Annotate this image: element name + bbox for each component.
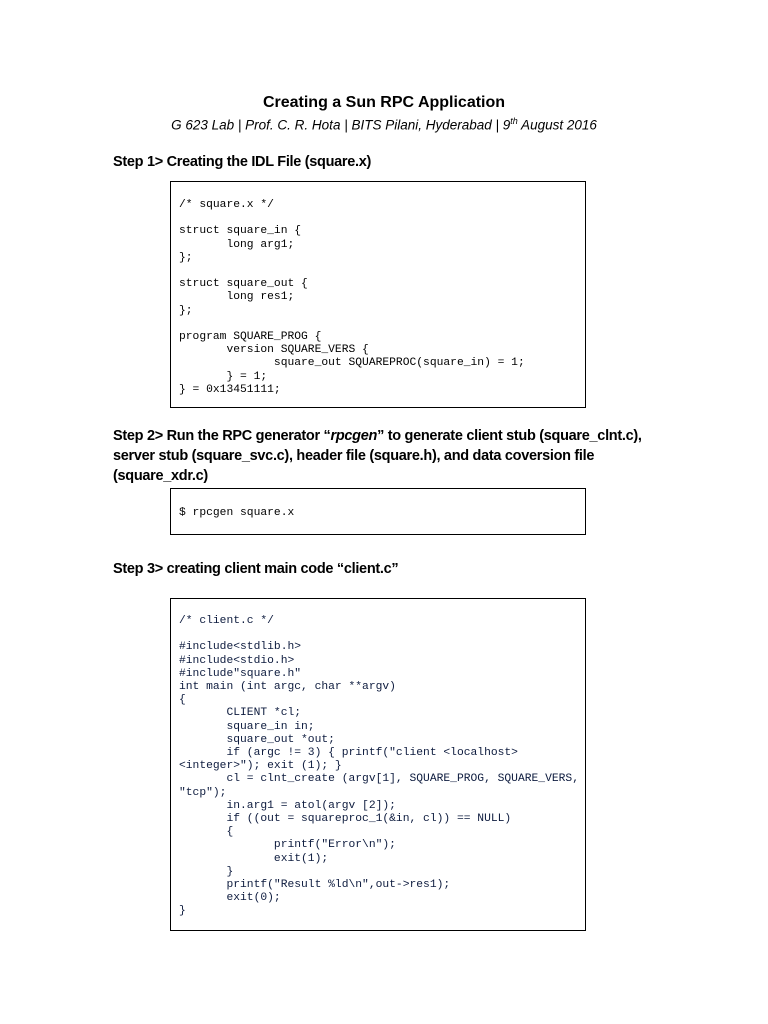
step2-heading-prefix: Step 2> Run the RPC generator “ (113, 428, 331, 444)
subtitle-superscript: th (510, 116, 518, 126)
step2-heading-tool: rpcgen (330, 428, 378, 444)
step2-code: $ rpcgen square.x (179, 507, 295, 519)
document-title: Creating a Sun RPC Application (262, 94, 506, 111)
step1-code-box (170, 181, 586, 408)
subtitle-tail: August 2016 (517, 117, 597, 133)
step1-heading: Step 1> Creating the IDL File (square.x) (113, 154, 372, 170)
document-subtitle (0, 116, 768, 133)
step3-heading: Step 3> creating client main code “client.c” (113, 561, 399, 577)
step2-heading (113, 426, 673, 486)
step1-code: /* square.x */ struct square_in { long arg1; }; struct square_out { long res1; }; program SQUARE_PROG { version SQUARE_VERS { square_out SQUAREPROC(square_in) = 1; } = 1; } = 0x13451111; (179, 199, 525, 396)
subtitle-main: G 623 Lab | Prof. C. R. Hota | BITS Pilani, Hyderabad | 9 (171, 117, 511, 133)
step3-code-box (170, 598, 586, 931)
step2-code-box (170, 488, 586, 535)
step3-code: /* client.c */ #include<stdlib.h> #include<stdio.h> #include"square.h" int main (int argc, char **argv) { CLIENT *cl; square_in in; square_out *out; if (argc != 3) { printf("client <localhost> <integer>"); exit (1); } cl = clnt_create (argv[1], SQUARE_PROG, SQUARE_VERS, "tcp"); in.arg1 = atol(argv [2]); if ((out = squareproc_1(&in, cl)) == NULL) { printf("Error\n"); exit(1); } printf("Result %ld\n",out->res1); exit(0); } (179, 615, 579, 918)
step2-heading-suffix: ” to generate client stub (square_clnt.c), server stub (square_svc.c), header file (square.h), and data coversion file (square_xdr.c) (113, 428, 642, 484)
